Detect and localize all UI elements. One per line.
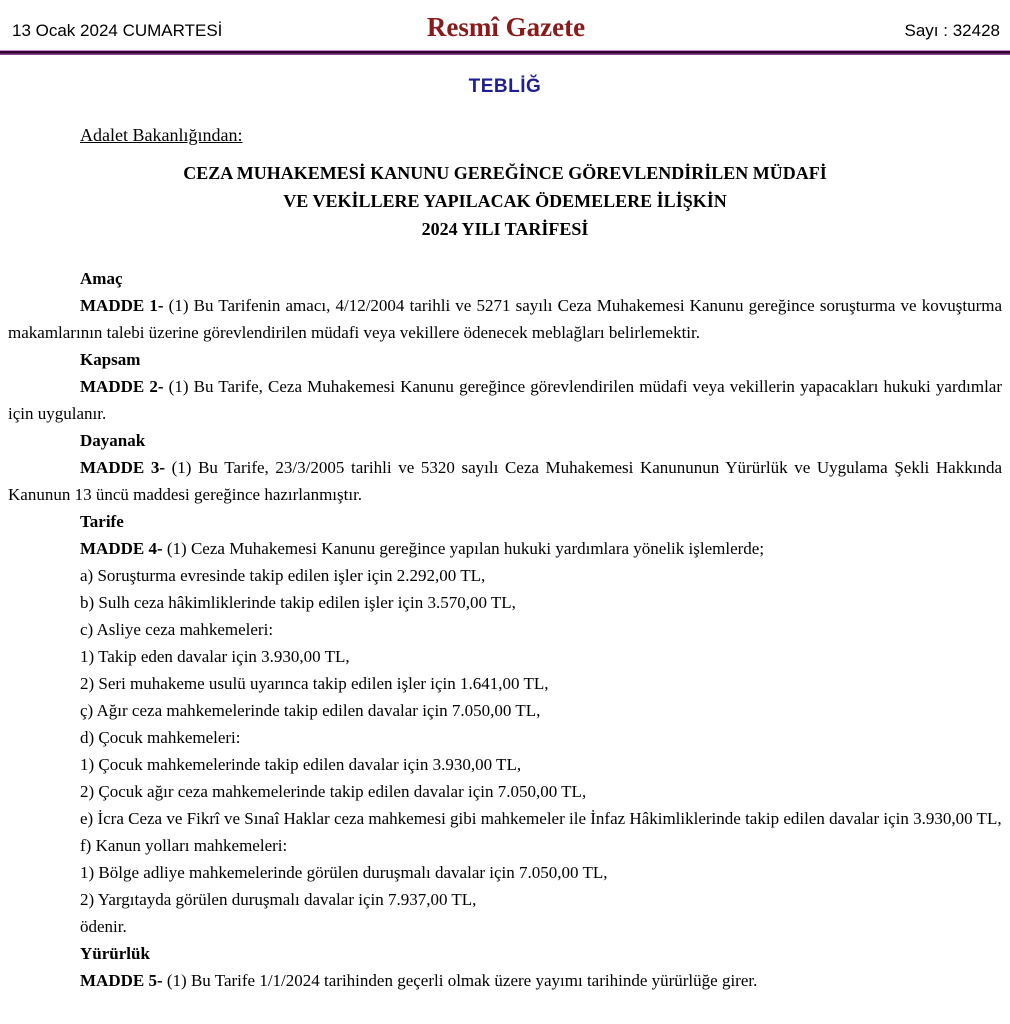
ministry-source-line: Adalet Bakanlığından:: [80, 125, 243, 145]
gazette-title: Resmî Gazete: [426, 12, 586, 42]
article-paragraph: [8, 940, 1002, 967]
madde-label: MADDE 1-: [80, 296, 164, 315]
paragraph-text: Amaç: [80, 269, 123, 288]
document-title-line-2: VE VEKİLLERE YAPILACAK ÖDEMELERE İLİŞKİN: [283, 191, 727, 211]
paragraph-text: (1) Bu Tarife 1/1/2024 tarihinden geçerli olmak üzere yayımı tarihinde yürürlüğe girer.: [162, 971, 758, 990]
madde-label: MADDE 3-: [80, 458, 165, 477]
article-paragraph: [8, 508, 1002, 535]
article-paragraph: [8, 427, 1002, 454]
article-paragraph: [8, 859, 1002, 886]
paragraph-text: c) Asliye ceza mahkemeleri:: [80, 620, 274, 639]
paragraph-text: Dayanak: [80, 431, 146, 450]
document-title-line-1: CEZA MUHAKEMESİ KANUNU GEREĞİNCE GÖREVLENDİRİLEN MÜDAFİ: [183, 163, 827, 183]
document-title: [0, 159, 1010, 243]
paragraph-text: 2) Yargıtayda görülen duruşmalı davalar için 7.937,00 TL,: [80, 890, 477, 909]
paragraph-text: a) Soruşturma evresinde takip edilen işler için 2.292,00 TL,: [80, 566, 486, 585]
article-paragraph: [8, 562, 1002, 589]
article-paragraph: [8, 778, 1002, 805]
paragraph-text: Yürürlük: [80, 944, 150, 963]
article-paragraph: [8, 697, 1002, 724]
madde-label: MADDE 4-: [80, 539, 163, 558]
article-paragraph: [8, 724, 1002, 751]
paragraph-text: 1) Bölge adliye mahkemelerinde görülen duruşmalı davalar için 7.050,00 TL,: [80, 863, 608, 882]
article-paragraph: [8, 616, 1002, 643]
madde-label: MADDE 5-: [80, 971, 163, 990]
paragraph-text: d) Çocuk mahkemeleri:: [80, 728, 241, 747]
article-paragraph: [8, 805, 1002, 832]
article-paragraph: [8, 643, 1002, 670]
paragraph-text: (1) Ceza Muhakemesi Kanunu gereğince yapılan hukuki yardımlara yönelik işlemlerde;: [162, 539, 765, 558]
masthead-divider-rule: [0, 50, 1010, 55]
article-paragraph: [8, 265, 1002, 292]
article-paragraph: [8, 886, 1002, 913]
paragraph-text: f) Kanun yolları mahkemeleri:: [80, 836, 288, 855]
paragraph-text: (1) Bu Tarife, Ceza Muhakemesi Kanunu gereğince görevlendirilen müdafi veya vekillerin yapacakları hukuki yardımlar için uygulanır.: [8, 377, 1002, 423]
article-paragraph: [8, 967, 1002, 994]
article-paragraph: [8, 454, 1002, 508]
article-body: [0, 265, 1010, 994]
masthead: [0, 0, 1010, 43]
paragraph-text: 2) Seri muhakeme usulü uyarınca takip edilen işler için 1.641,00 TL,: [80, 674, 549, 693]
paragraph-text: ç) Ağır ceza mahkemelerinde takip edilen davalar için 7.050,00 TL,: [80, 701, 541, 720]
paragraph-text: b) Sulh ceza hâkimliklerinde takip edilen işler için 3.570,00 TL,: [80, 593, 516, 612]
paragraph-text: Kapsam: [80, 350, 141, 369]
paragraph-text: (1) Bu Tarifenin amacı, 4/12/2004 tarihli ve 5271 sayılı Ceza Muhakemesi Kanunu gereğince soruşturma ve kovuşturma makamlarının talebi üzerine görevlendirilen müdafi veya vekillere ödenecek meblağları belirlemektir.: [8, 296, 1002, 342]
paragraph-text: 1) Takip eden davalar için 3.930,00 TL,: [80, 647, 350, 666]
masthead-date: 13 Ocak 2024 CUMARTESİ: [12, 21, 223, 40]
masthead-issue-number: Sayı : 32428: [904, 21, 1000, 40]
paragraph-text: ödenir.: [80, 917, 127, 936]
article-paragraph: [8, 832, 1002, 859]
article-paragraph: [8, 751, 1002, 778]
article-paragraph: [8, 535, 1002, 562]
article-paragraph: [8, 589, 1002, 616]
section-heading-teblig: TEBLİĞ: [468, 76, 542, 97]
paragraph-text: (1) Bu Tarife, 23/3/2005 tarihli ve 5320 sayılı Ceza Muhakemesi Kanununun Yürürlük ve Uygulama Şekli Hakkında Kanunun 13 üncü maddesi gereğince hazırlanmıştır.: [8, 458, 1002, 504]
article-paragraph: [8, 292, 1002, 346]
article-paragraph: [8, 913, 1002, 940]
document-title-line-3: 2024 YILI TARİFESİ: [421, 219, 589, 239]
madde-label: MADDE 2-: [80, 377, 164, 396]
article-paragraph: [8, 373, 1002, 427]
article-paragraph: [8, 346, 1002, 373]
paragraph-text: 1) Çocuk mahkemelerinde takip edilen davalar için 3.930,00 TL,: [80, 755, 522, 774]
paragraph-text: Tarife: [80, 512, 124, 531]
paragraph-text: 2) Çocuk ağır ceza mahkemelerinde takip edilen davalar için 7.050,00 TL,: [80, 782, 587, 801]
paragraph-text: e) İcra Ceza ve Fikrî ve Sınaî Haklar ceza mahkemesi gibi mahkemeler ile İnfaz Hâkimliklerinde takip edilen davalar için 3.930,00 TL,: [80, 809, 1002, 828]
article-paragraph: [8, 670, 1002, 697]
